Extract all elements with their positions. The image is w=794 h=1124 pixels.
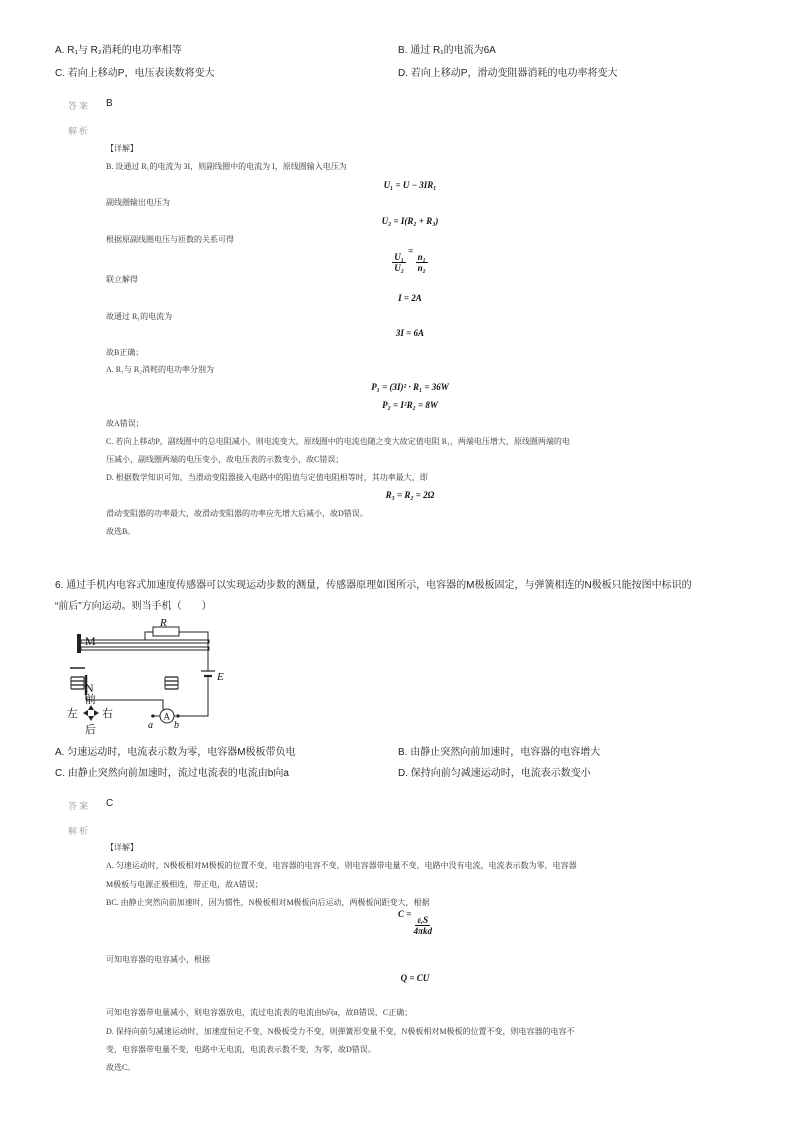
q5-eq-6: P₁ = (3I)² · R₁ = 36W [371,382,449,392]
q6-stem-line-1: 6. 通过手机内电容式加速度传感器可以实现运动步数的测量，传感器原理如图所示，电容器的M极板固定，与弹簧相连的N极板只能按图中标识的 [55,580,692,591]
q5-line-10: 压减小，副线圈两端的电压变小，故电压表的示数变小，故C错误； [106,455,344,464]
q6-analysis-label: 解析 [68,826,91,836]
label-a: a [148,720,153,731]
q5-line-4: 联立解得 [106,275,138,284]
q5-line-13: 故选B。 [106,527,136,536]
label-right: 右 [102,708,113,720]
q5-line-2: 副线圈输出电压为 [106,198,170,207]
q5-eq-1: U₁ = U − 3IR₁ [383,180,437,190]
left-spring-coil [71,677,84,689]
q6-eq-1-fraction: $\frac{\text{εᵣS}}{\text{4πkd}}$ [413,915,433,936]
q5-answer-value: B [106,98,113,109]
q5-line-3: 根据原副线圈电压与匝数的关系可得 [106,235,234,244]
q5-line-12: 滑动变阻器的功率最大，故滑动变阻器的功率应先增大后减小，故D错误。 [106,509,368,518]
q5-option-b: B. 通过 R₁的电流为6A [398,45,496,56]
q5-option-a: A. R₁与 R₂消耗的电功率相等 [55,45,182,56]
q5-eq-3: $\frac{\text{U₁}}{\text{U₂}}$ = $\frac{\text{n₁}}{\text{n₂}}$ [394,246,426,273]
q5-eq-2: U₂ = I(R₂ + R₃) [381,216,439,226]
q6-line-8: 故选C。 [106,1063,136,1072]
q5-analysis-label: 解析 [68,126,91,136]
label-b: b [174,720,179,731]
q6-line-3: BC. 由静止突然向前加速时，因为惯性，N极板相对M极板向后运动，两极板间距变大，根据 [106,898,430,907]
q5-line-8: 故A错误； [106,419,144,428]
wire-r [179,632,208,671]
q5-eq-4: I = 2A [398,293,422,303]
q5-line-1: B. 设通过 R₁的电流为 3I，则副线圈中的电流为 I，原线圈输入电压为 [106,162,347,171]
q5-detail-tag: 【详解】 [106,144,138,153]
q6-line-7: 变，电容器带电量不变，电路中无电流，电流表示数不变，为零，故D错误。 [106,1045,376,1054]
label-left: 左 [67,708,78,720]
q5-option-d: D. 若向上移动P，滑动变阻器消耗的电功率将变大 [398,68,618,79]
q5-line-5: 故通过 R₁的电流为 [106,312,173,321]
q5-option-c: C. 若向上移动P，电压表读数将变大 [55,68,215,79]
n-plate [81,647,209,650]
q5-line-7: A. R₁与 R₂消耗的电功率分别为 [106,365,215,374]
q6-line-2: M极板与电源正极相连，带正电，故A错误； [106,880,263,889]
label-m: M [85,634,96,648]
q6-option-c: C. 由静止突然向前加速时，流过电流表的电流由b向a [55,768,289,779]
q5-eq-7: P₂ = I²R₂ = 8W [382,400,438,410]
right-spring-coil [165,677,178,689]
q6-answer-value: C [106,798,114,809]
wire-m [145,632,153,640]
label-e: E [217,671,224,683]
label-r: R [160,617,167,629]
q6-option-a: A. 匀速运动时，电流表示数为零，电容器M极板带负电 [55,747,296,758]
q5-eq-5: 3I = 6A [395,328,425,338]
label-front: 前 [85,694,96,706]
m-plate-mount [77,634,81,653]
label-n: N [85,681,94,695]
terminal-a [151,714,154,717]
label-back: 后 [85,724,96,736]
q6-answer-label: 答案 [68,801,91,811]
q5-eq-3-lhs: $\frac{\text{U₁}}{\text{U₂}}$ [394,252,404,273]
q6-stem-line-2: “前后”方向运动。则当手机（ ） [55,601,212,612]
q6-option-d: D. 保持向前匀减速运动时，电流表示数变小 [398,768,591,779]
q5-line-6: 故B正确； [106,348,144,357]
m-plate [81,640,209,643]
q5-line-9: C. 若向上移动P，副线圈中的总电阻减小，则电流变大，原线圈中的电流也随之变大故定值电阻 R₁，两端电压增大，原线圈两端的电 [106,437,570,446]
q5-eq-8: R₃ = R₂ = 2Ω [385,490,435,500]
q6-line-1: A. 匀速运动时，N极板相对M极板的位置不变，电容器的电容不变，则电容器带电量不变，电路中没有电流，电流表示数为零，电容器 [106,861,577,870]
q6-line-4: 可知电容器的电容减小，根据 [106,955,210,964]
q5-answer-label: 答案 [68,101,91,111]
label-ammeter: A [163,711,170,722]
q5-eq-3-rhs: $\frac{\text{n₁}}{\text{n₂}}$ [417,252,426,273]
direction-arrows-icon [83,705,99,721]
q5-line-11: D. 根据数学知识可知，当滑动变阻器接入电路中的阻值与定值电阻相等时，其功率最大，即 [106,473,428,482]
capacitor-sensor-diagram [55,615,240,740]
q6-detail-tag: 【详解】 [106,843,138,852]
q6-eq-1: C = $\frac{\text{εᵣS}}{\text{4πkd}}$ [397,909,433,936]
q6-eq-2: Q = CU [400,973,430,983]
terminal-b [176,714,179,717]
q6-option-b: B. 由静止突然向前加速时，电容器的电容增大 [398,747,601,758]
wire-e [178,676,208,716]
q6-line-5: 可知电容器带电量减小，则电容器放电，流过电流表的电流由b向a，故B错误，C正确； [106,1008,413,1017]
q6-line-6: D. 保持向前匀减速运动时，加速度恒定不变，N极板受力不变，则弹簧形变量不变，N极板相对M极板的位置不变，则电容器的电容不 [106,1027,575,1036]
